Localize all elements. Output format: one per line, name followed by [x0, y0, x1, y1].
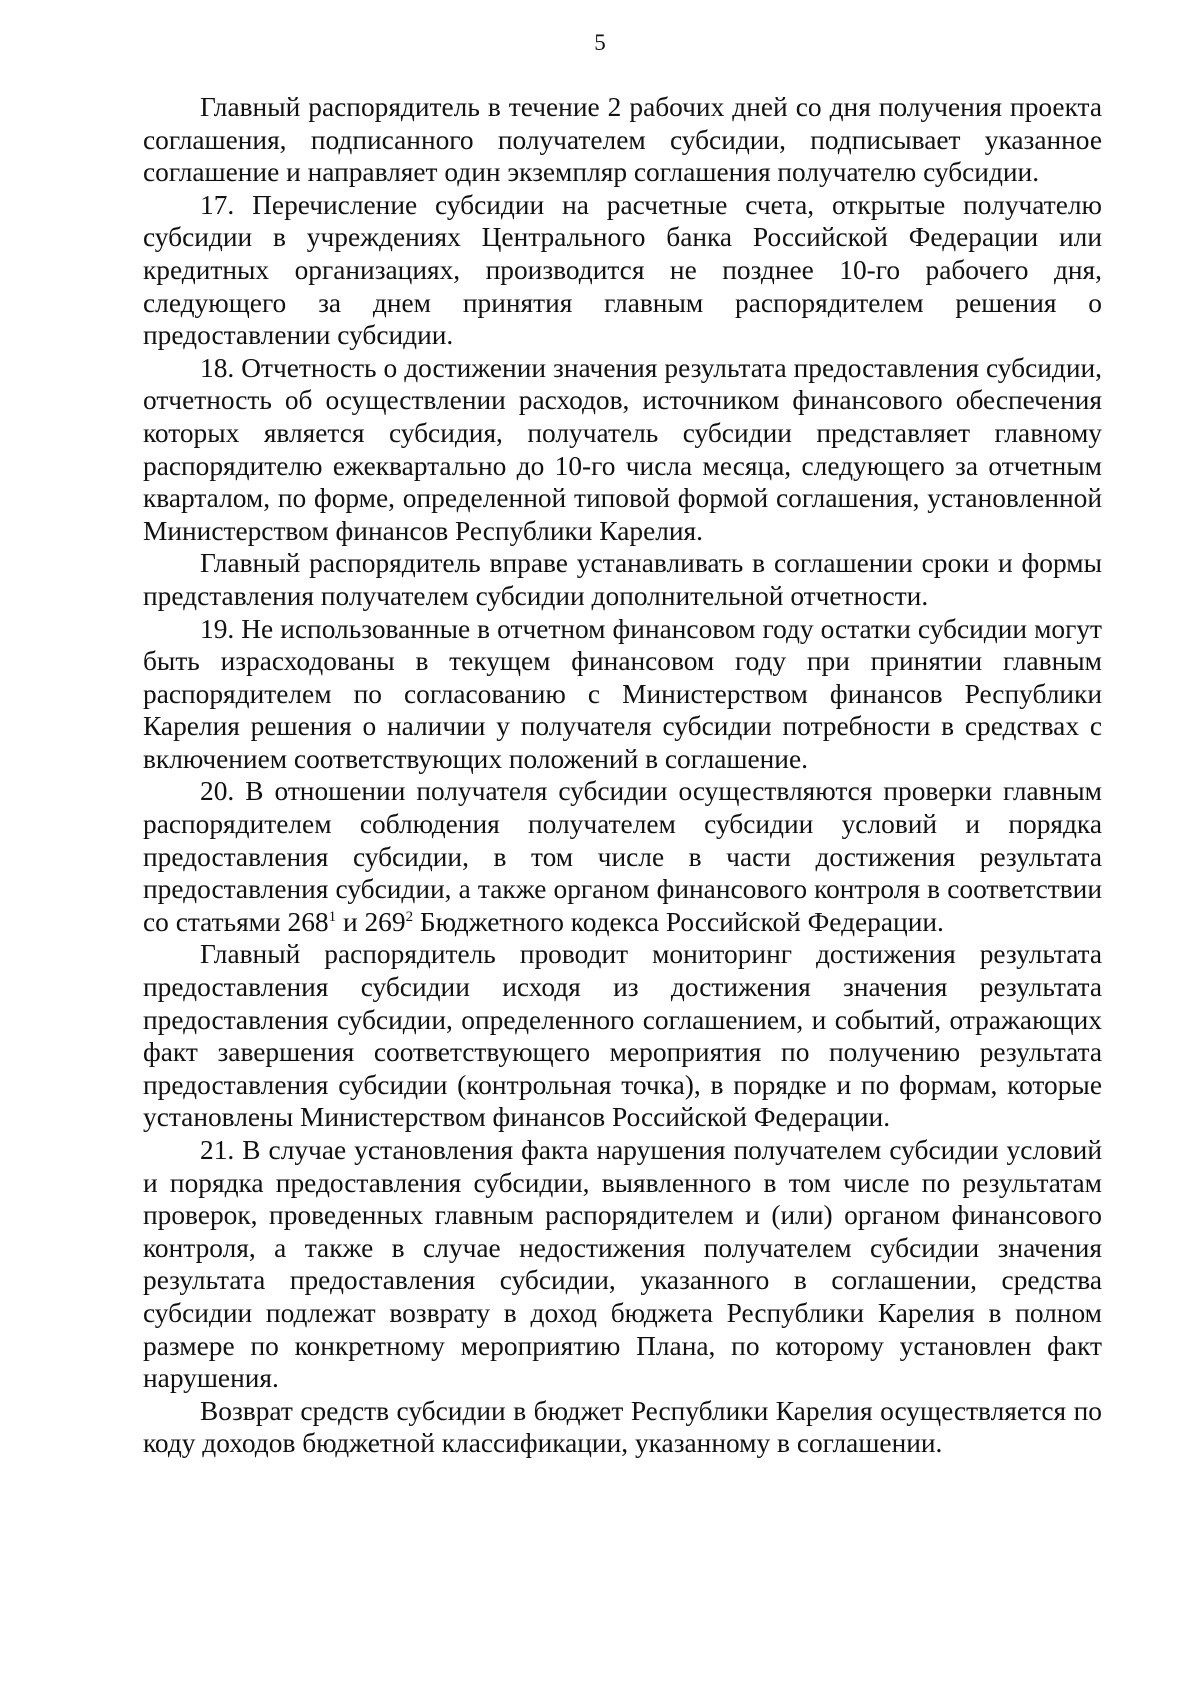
- paragraph-19-remainders: 19. Не использованные в отчетном финансовом году остатки субсидии могут быть израсходованы в текущем финансовом году при принятии главным распорядителем по согласованию с Министерством финансов Республики Карелия решения о наличии у получателя субсидии потребности в средствах с включением соответствующих положений в соглашение.: [143, 613, 1102, 774]
- paragraph-20-text-end: Бюджетного кодекса Российской Федерации.: [413, 906, 944, 937]
- document-body: [143, 91, 1102, 1460]
- paragraph-20-text-middle: и 269: [336, 906, 406, 937]
- paragraph-21-violations: 21. В случае установления факта нарушения получателем субсидии условий и порядка предоставления субсидии, выявленного в том числе по результатам проверок, проведенных главным распорядителем и (или) органом финансового контроля, а также в случае недостижения получателем субсидии значения результата предоставления субсидии, указанного в соглашении, средства субсидии подлежат возврату в доход бюджета Республики Карелия в полном размере по конкретному мероприятию Плана, по которому установлен факт нарушения.: [143, 1135, 1102, 1394]
- paragraph-signing: Главный распорядитель в течение 2 рабочих дней со дня получения проекта соглашения, подписанного получателем субсидии, подписывает указанное соглашение и направляет один экземпляр соглашения получателю субсидии.: [143, 92, 1102, 188]
- paragraph-monitoring: Главный распорядитель проводит мониторинг достижения результата предоставления субсидии исходя из достижения значения результата предоставления субсидии, определенного соглашением, и событий, отражающих факт завершения соответствующего мероприятия по получению результата предоставления субсидии (контрольная точка), в порядке и по формам, которые установлены Министерством финансов Российской Федерации.: [143, 939, 1102, 1133]
- article-superscript-2: 2: [405, 908, 414, 925]
- paragraph-18-reporting: 18. Отчетность о достижении значения результата предоставления субсидии, отчетность об осуществлении расходов, источником финансового обеспечения которых является субсидия, получатель субсидии представляет главному распорядителю ежеквартально до 10-го числа месяца, следующего за отчетным кварталом, по форме, определенной типовой формой соглашения, установленной Министерством финансов Республики Карелия.: [143, 352, 1102, 546]
- paragraph-additional-reporting: Главный распорядитель вправе устанавливать в соглашении сроки и формы представления получателем субсидии дополнительной отчетности.: [143, 548, 1102, 611]
- paragraph-20-text-start: 20. В отношении получателя субсидии осуществляются проверки главным распорядителем соблюдения получателем субсидии условий и порядка предоставления субсидии, в том числе в части достижения результата предоставления субсидии, а также органом финансового контроля в соответствии со статьями 268: [143, 776, 1102, 937]
- article-superscript-1: 1: [328, 908, 337, 925]
- page-number: 5: [594, 30, 606, 55]
- paragraph-20-inspections: [143, 775, 1102, 938]
- paragraph-17-transfer: 17. Перечисление субсидии на расчетные счета, открытые получателю субсидии в учреждениях Центрального банка Российской Федерации или кредитных организациях, производится не позднее 10-го рабочего дня, следующего за днем принятия главным распорядителем решения о предоставлении субсидии.: [143, 189, 1102, 351]
- paragraph-refund: Возврат средств субсидии в бюджет Республики Карелия осуществляется по коду доходов бюджетной классификации, указанному в соглашении.: [143, 1395, 1102, 1459]
